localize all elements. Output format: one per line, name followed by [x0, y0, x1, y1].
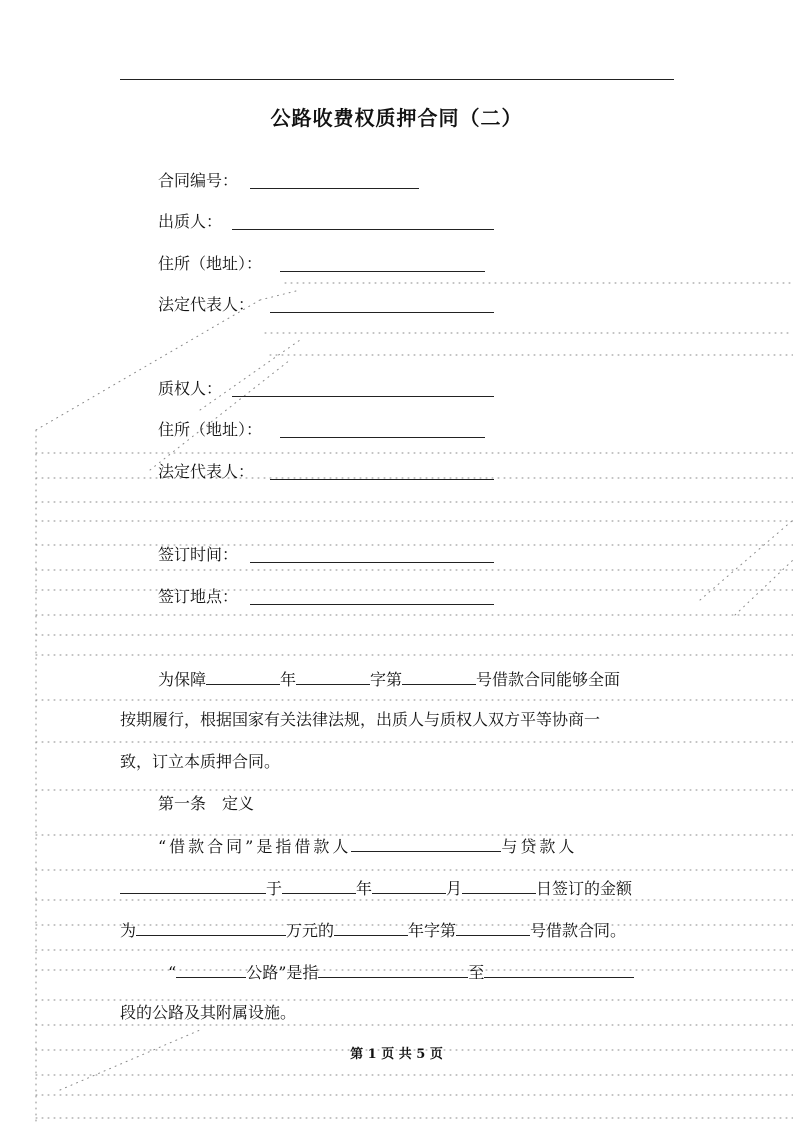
pledgor-rep-label: 法定代表人：: [158, 295, 255, 314]
current-page-number: 1: [367, 1047, 377, 1062]
text-segment: 日签订的金额: [536, 879, 633, 898]
total-page-number: 5: [416, 1047, 426, 1062]
text-segment: 为: [120, 921, 137, 940]
text-segment: 号借款合同能够全面: [476, 670, 621, 689]
footer-text: 第: [350, 1047, 364, 1062]
definition-1-line-1: [120, 834, 674, 856]
blank-day: [462, 876, 536, 894]
sign-place-field: [158, 586, 238, 608]
blank-lender: [120, 876, 266, 894]
pledgee-label: 质权人：: [158, 379, 223, 398]
text-segment: 为保障: [158, 670, 207, 689]
blank-year: [334, 918, 408, 936]
definition-1-line-3: [120, 918, 674, 940]
blank-borrower: [351, 834, 501, 852]
pledgee-address-blank: [280, 437, 485, 438]
pledgee-rep-field: [158, 461, 254, 483]
contract-number-blank: [250, 188, 419, 189]
pledgee-rep-blank: [270, 479, 494, 480]
text-segment: 与贷款人: [501, 837, 578, 856]
blank-number: [456, 918, 530, 936]
header-rule: [120, 79, 674, 80]
blank-year: [282, 876, 356, 894]
blank-year: [206, 667, 280, 685]
text-segment: 年: [280, 670, 297, 689]
blank-from: [318, 960, 468, 978]
pledgee-field: [158, 378, 222, 400]
sign-time-blank: [250, 562, 494, 563]
text-segment: 于: [266, 879, 283, 898]
blank-road-name: [176, 960, 246, 978]
sign-place-label: 签订地点：: [158, 587, 239, 606]
pledgor-label: 出质人：: [158, 212, 223, 231]
text-segment: “: [168, 963, 177, 982]
text-segment: 年字第: [408, 921, 457, 940]
contract-number-field: [158, 170, 238, 192]
blank-amount: [136, 918, 286, 936]
paragraph-1-line-2: 按期履行，根据国家有关法律法规，出质人与质权人双方平等协商一: [120, 710, 601, 729]
sign-time-field: [158, 544, 238, 566]
page-footer: [0, 1043, 793, 1062]
text-segment: 万元的: [286, 921, 335, 940]
sign-place-blank: [250, 604, 494, 605]
text-segment: 月: [446, 879, 463, 898]
blank-prefix: [296, 667, 370, 685]
footer-text: 页: [429, 1047, 443, 1062]
document-title: 公路收费权质押合同（二）: [270, 106, 523, 130]
definition-1-line-2: [120, 876, 674, 898]
text-segment: 字第: [370, 670, 403, 689]
blank-number: [402, 667, 476, 685]
text-segment: “借款合同”是指借款人: [158, 837, 352, 856]
pledgor-address-blank: [280, 271, 485, 272]
text-segment: 公路”是指: [246, 963, 319, 982]
blank-to: [484, 960, 634, 978]
article-1-heading: 第一条 定义: [158, 794, 255, 813]
pledgor-address-label: 住所（地址）：: [158, 254, 263, 273]
blank-month: [372, 876, 446, 894]
footer-text: 页 共: [381, 1047, 412, 1062]
pledgee-address-field: [158, 419, 262, 441]
definition-2-line-1: [120, 960, 674, 982]
text-segment: 至: [468, 963, 485, 982]
definition-2-line-2: 段的公路及其附属设施。: [120, 1003, 297, 1022]
pledgor-address-field: [158, 253, 262, 275]
pledgor-field: [158, 211, 222, 233]
pledgor-rep-field: [158, 294, 254, 316]
text-segment: 号借款合同。: [530, 921, 627, 940]
pledgee-address-label: 住所（地址）：: [158, 420, 263, 439]
paragraph-1-line-3: 致，订立本质押合同。: [120, 752, 281, 771]
pledgee-blank: [232, 396, 494, 397]
pledgee-rep-label: 法定代表人：: [158, 462, 255, 481]
text-segment: 年: [356, 879, 373, 898]
paragraph-1-line-1: [120, 667, 674, 689]
contract-number-label: 合同编号：: [158, 171, 239, 190]
pledgor-blank: [232, 229, 494, 230]
pledgor-rep-blank: [270, 312, 494, 313]
sign-time-label: 签订时间：: [158, 545, 239, 564]
